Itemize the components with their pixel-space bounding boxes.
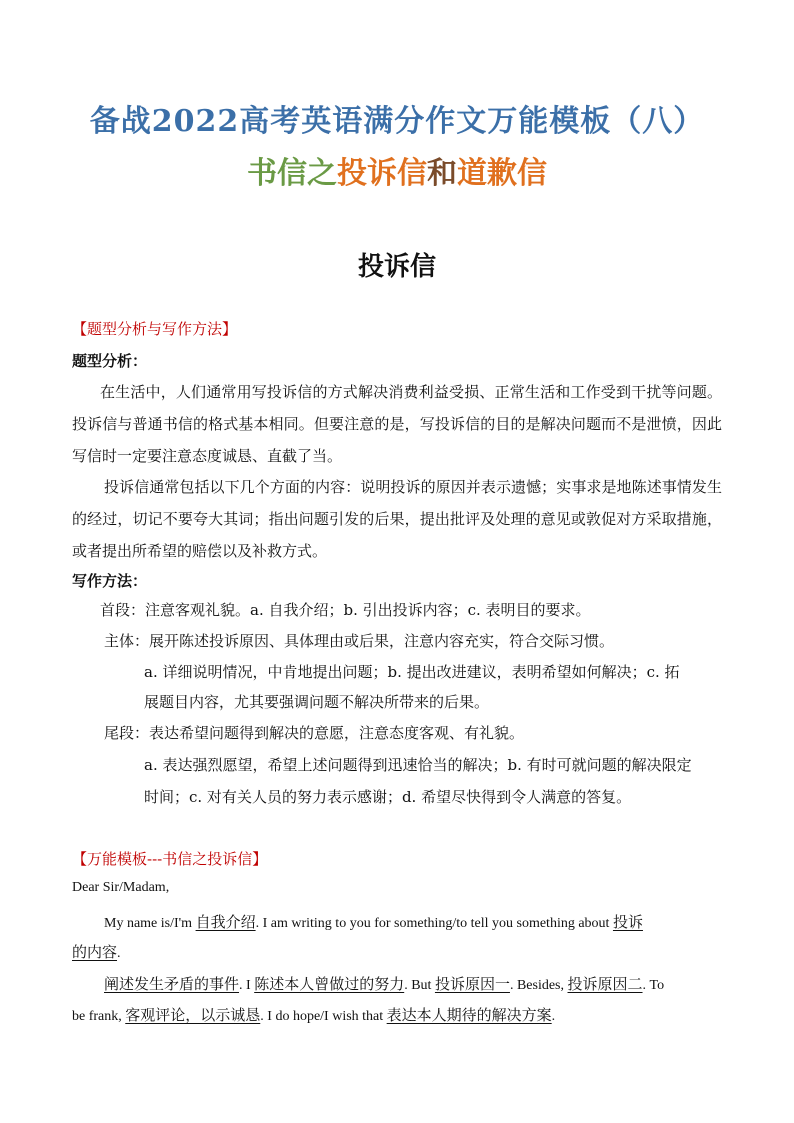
method-body-detail-line-2: 展题目内容，尤其要强调问题不解决所带来的后果。 (144, 693, 490, 711)
placeholder-conflict-event: 阐述发生矛盾的事件 (104, 975, 240, 993)
salutation: Dear Sir/Madam, (72, 880, 170, 895)
placeholder-complaint-content-cont: 的内容 (72, 943, 118, 961)
analysis-label: 题型分析： (72, 352, 148, 370)
analysis-paragraph-2: 投诉信通常包括以下几个方面的内容：说明投诉的原因并表示遗憾；实事求是地陈述事情发生的经过，切记不要夸大其词；指出问题引发的后果，提出批评及处理的意见或敦促对方采取措施，或者提出所希望的赔偿以及补救方式。 (72, 478, 722, 560)
analysis-header: 【题型分析与写作方法】 (72, 320, 238, 338)
template-text: . I am writing to you for something/to tell you something about (255, 916, 613, 931)
template-text: My name is/I'm (104, 916, 196, 931)
subtitle-part-complaint: 投诉信 (337, 156, 427, 191)
placeholder-reason-one: 投诉原因一 (434, 975, 510, 993)
template-header: 【万能模板---书信之投诉信】 (72, 850, 268, 868)
method-end-paragraph: 尾段：表达希望问题得到解决的意愿，注意态度客观、有礼貌。 (104, 724, 525, 742)
placeholder-expected-solution: 表达本人期待的解决方案 (386, 1006, 552, 1024)
method-first-paragraph: 首段：注意客观礼貌。a. 自我介绍；b. 引出投诉内容；c. 表明目的要求。 (100, 601, 591, 619)
method-body: 主体：展开陈述投诉原因、具体理由或后果，注意内容充实，符合交际习惯。 (104, 632, 615, 650)
template-text: . (551, 1009, 556, 1024)
placeholder-self-intro: 自我介绍 (195, 913, 256, 931)
template-line-2 (72, 937, 121, 969)
section-title: 投诉信 (357, 252, 436, 282)
placeholder-efforts: 陈述本人曾做过的努力 (254, 975, 405, 993)
method-end-detail-line-1: a. 表达强烈愿望，希望上述问题得到迅速恰当的解决；b. 有时可就问题的解决限定 (144, 756, 692, 774)
template-line-3 (104, 969, 664, 1001)
subtitle-part-letters: 书信之 (247, 156, 337, 191)
template-text: . To (642, 978, 665, 993)
template-text: . I do hope/I wish that (260, 1009, 387, 1024)
template-text: . I (239, 978, 255, 993)
analysis-paragraph-1: 在生活中，人们通常用写投诉信的方式解决消费利益受损、正常生活和工作受到干扰等问题。投诉信与普通书信的格式基本相同。但要注意的是，写投诉信的目的是解决问题而不是泄愤，因此写信时一定要注意态度诚恳、直截了当。 (72, 383, 722, 465)
template-text: . (117, 946, 121, 961)
template-text: . But (404, 978, 435, 993)
subtitle-part-apology: 道歉信 (457, 156, 547, 191)
template-line-1 (104, 907, 643, 939)
placeholder-complaint-content: 投诉 (612, 913, 643, 931)
template-text: be frank, (72, 1009, 126, 1024)
placeholder-reason-two: 投诉原因二 (567, 975, 643, 993)
placeholder-objective-comment: 客观评论，以示诚恳 (125, 1006, 261, 1024)
method-body-detail-line-1: a. 详细说明情况，中肯地提出问题；b. 提出改进建议，表明希望如何解决；c. 拓 (144, 663, 680, 681)
document-subtitle (0, 148, 794, 192)
template-line-4 (72, 1000, 555, 1032)
subtitle-part-and: 和 (427, 156, 457, 191)
method-label: 写作方法： (72, 572, 148, 590)
template-text: . Besides, (509, 978, 568, 993)
document-title: 备战2022高考英语满分作文万能模板（八） (89, 104, 705, 139)
method-end-detail-line-2: 时间；c. 对有关人员的努力表示感谢；d. 希望尽快得到令人满意的答复。 (144, 788, 632, 806)
